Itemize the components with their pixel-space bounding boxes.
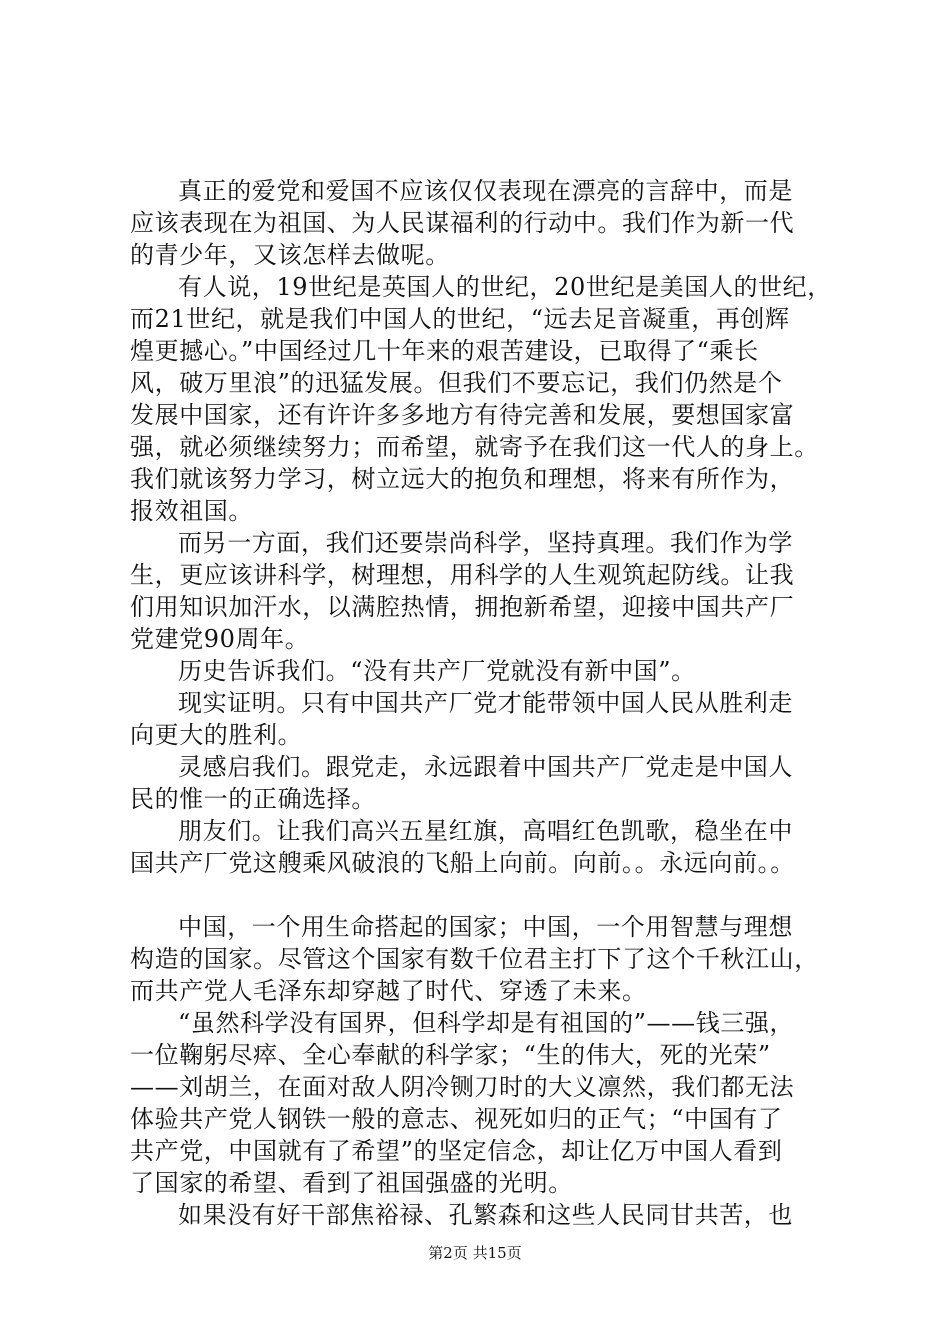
text-line: 风，破万里浪”的迅猛发展。但我们不要忘记，我们仍然是个 <box>130 369 783 397</box>
text-line: 灵感启我们。跟党走，永远跟着中国共产厂党走是中国人 <box>178 753 793 781</box>
text-line: 而另一方面，我们还要崇尚科学，坚持真理。我们作为学 <box>178 529 793 557</box>
text-line: 民的惟一的正确选择。 <box>130 785 376 813</box>
text-line: 有人说，19世纪是英国人的世纪，20世纪是美国人的世纪， <box>178 273 832 301</box>
text-line: 们用知识加汗水，以满腔热情，拥抱新希望，迎接中国共产厂 <box>130 593 795 621</box>
text-line: 的青少年，又该怎样去做呢。 <box>130 241 450 269</box>
text-line: 而共产党人毛泽东却穿越了时代、穿透了未来。 <box>130 977 647 1005</box>
text-line: 朋友们。让我们高兴五星红旗，高唱红色凯歌，稳坐在中 <box>178 817 793 845</box>
text-line: 向更大的胜利。 <box>130 721 303 749</box>
text-line: 真正的爱党和爱国不应该仅仅表现在漂亮的言辞中，而是 <box>178 177 793 205</box>
text-line: 国共产厂党这艘乘风破浪的飞船上向前。向前。。永远向前。。 <box>130 849 795 877</box>
text-line: 发展中国家，还有许许多多地方有待完善和发展，要想国家富 <box>130 401 795 429</box>
text-line: 体验共产党人钢铁一般的意志、视死如归的正气；“中国有了 <box>130 1105 783 1133</box>
text-line: “虽然科学没有国界，但科学却是有祖国的”——钱三强， <box>178 1009 795 1037</box>
text-line: 强，就必须继续努力；而希望，就寄予在我们这一代人的身上。 <box>130 433 819 461</box>
text-line: 了国家的希望、看到了祖国强盛的光明。 <box>130 1169 573 1197</box>
text-line: 历史告诉我们。“没有共产厂党就没有新中国”。 <box>178 657 696 685</box>
page-footer: 第2页 共15页 <box>428 1244 522 1262</box>
text-line: 共产党，中国就有了希望”的坚定信念，却让亿万中国人看到 <box>130 1137 783 1165</box>
text-line: 党建党90周年。 <box>130 625 310 653</box>
text-line: 报效祖国。 <box>130 497 253 525</box>
text-line: 现实证明。只有中国共产厂党才能带领中国人民从胜利走 <box>178 689 793 717</box>
text-line: 一位鞠躬尽瘁、全心奉献的科学家；“生的伟大，死的光荣” <box>130 1041 771 1069</box>
text-line: 煌更撼心。”中国经过几十年来的艰苦建设，已取得了“乘长 <box>130 337 759 365</box>
text-line: 中国，一个用生命搭起的国家；中国，一个用智慧与理想 <box>178 913 793 941</box>
text-line: 而21世纪，就是我们中国人的世纪，“远去足音凝重，再创辉 <box>130 305 790 333</box>
text-line: 如果没有好干部焦裕禄、孔繁森和这些人民同甘共苦，也 <box>178 1201 793 1229</box>
text-line: ——刘胡兰，在面对敌人阴冷铡刀时的大义凛然，我们都无法 <box>130 1073 795 1101</box>
text-line: 生，更应该讲科学，树理想，用科学的人生观筑起防线。让我 <box>130 561 795 589</box>
text-line: 应该表现在为祖国、为人民谋福利的行动中。我们作为新一代 <box>130 209 795 237</box>
text-line: 我们就该努力学习，树立远大的抱负和理想，将来有所作为， <box>130 465 795 493</box>
text-line: 构造的国家。尽管这个国家有数千位君主打下了这个千秋江山， <box>130 945 819 973</box>
